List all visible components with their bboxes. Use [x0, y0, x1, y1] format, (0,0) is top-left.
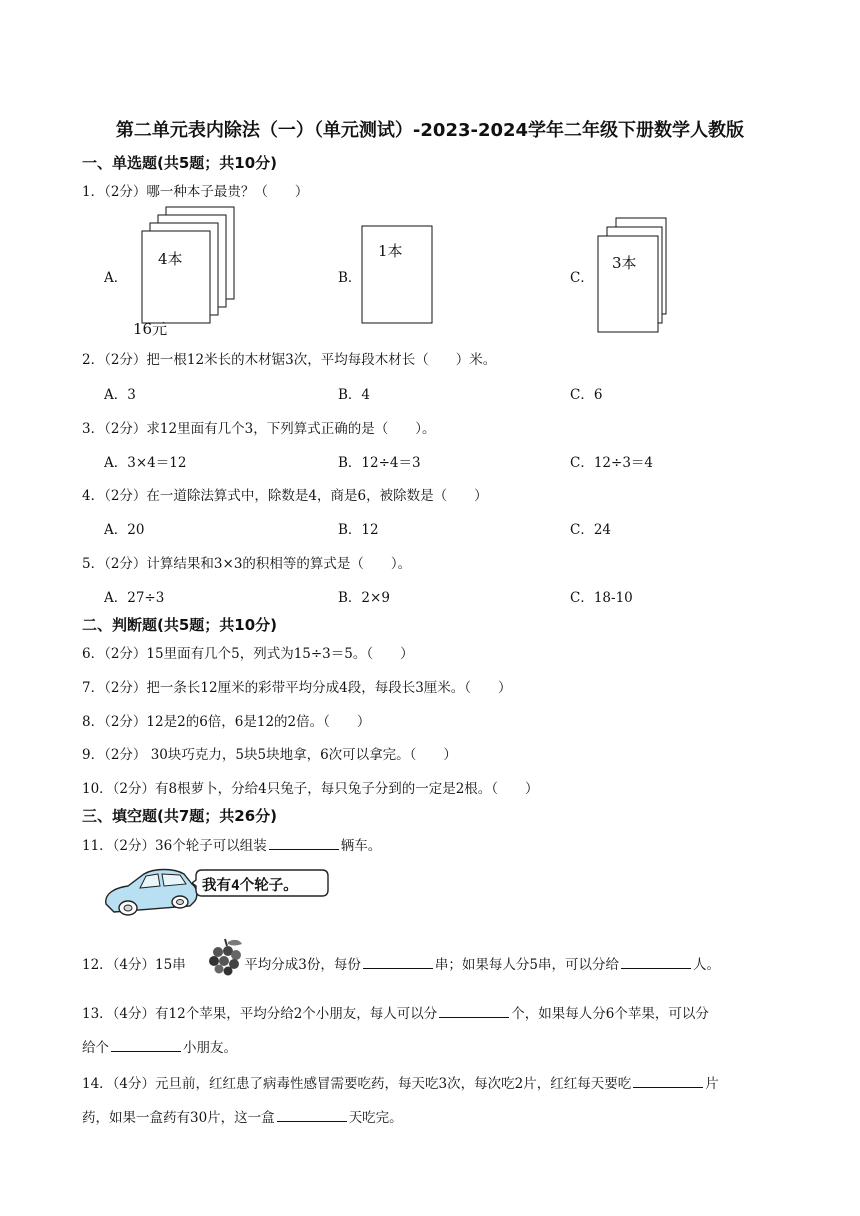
question-5: 5．（2分）计算结果和3×3的积相等的算式是（ ）。	[82, 556, 412, 572]
q4-option-c: C．24	[570, 522, 612, 538]
section-fill-blank: 三、填空题(共7题；共26分)	[82, 807, 278, 825]
question-2: 2．（2分）把一根12米长的木材锯3次，平均每段木材长（ ）米。	[82, 352, 497, 368]
q1-option-b-book-count: 1本	[378, 242, 403, 260]
q12-text-post: 人。	[692, 957, 720, 973]
q3-option-a: A．3×4＝12	[104, 455, 187, 471]
section-true-false: 二、判断题(共5题；共10分)	[82, 616, 278, 634]
q4-option-a: A．20	[104, 522, 145, 538]
q12-text-mid1: 平均分成3份，每份	[244, 957, 361, 973]
q12-text-pre: 12．（4分）15串	[82, 957, 186, 973]
q14-answer-blank-2[interactable]	[277, 1107, 347, 1122]
q5-option-a: A．27÷3	[104, 590, 165, 606]
section-single-choice: 一、单选题(共5题；共10分)	[82, 154, 278, 172]
q1-option-a-label: A．	[104, 270, 128, 286]
question-13-line-2	[82, 1036, 237, 1056]
question-1: 1．（2分）哪一种本子最贵？（ ）	[82, 184, 309, 200]
q2-option-b: B．4	[338, 387, 371, 403]
q14-text-line2-pre: 药，如果一盒药有30片，这一盒	[82, 1110, 275, 1126]
question-4: 4．（2分）在一道除法算式中，除数是4，商是6，被除数是（ ）	[82, 488, 488, 504]
speech-bubble-text: 我有4个轮子。	[202, 878, 298, 894]
q14-text-post: 天吃完。	[348, 1110, 403, 1126]
q1-option-c-label: C．	[570, 270, 594, 286]
question-14-line-2	[82, 1106, 403, 1126]
q12-answer-blank-1[interactable]	[363, 954, 433, 969]
question-11	[82, 834, 381, 854]
question-6: 6．（2分）15里面有几个5，列式为15÷3＝5。（ ）	[82, 646, 414, 662]
q11-answer-blank[interactable]	[269, 835, 339, 850]
q1-option-c-book-count: 3本	[612, 254, 637, 272]
q1-option-a-book-count: 4本	[158, 250, 183, 268]
q5-option-b: B．2×9	[338, 590, 390, 606]
q13-text-post: 小朋友。	[183, 1040, 237, 1056]
q11-text-post: 辆车。	[340, 838, 382, 854]
question-7: 7．（2分）把一条长12厘米的彩带平均分成4段，每段长3厘米。（ ）	[82, 680, 512, 696]
q2-option-a: A．3	[104, 387, 136, 403]
question-12	[82, 953, 720, 973]
q11-text-pre: 11．（2分）36个轮子可以组装	[82, 838, 267, 854]
grapes-icon	[204, 936, 246, 978]
question-8: 8．（2分）12是2的6倍，6是12的2倍。（ ）	[82, 714, 371, 730]
q1-option-b-label: B．	[338, 270, 362, 286]
q14-text-pre: 14．（4分）元旦前，红红患了病毒性感冒需要吃药，每天吃3次，每次吃2片，红红每天要吃	[82, 1076, 632, 1092]
q13-answer-blank-2[interactable]	[111, 1037, 181, 1052]
question-3: 3．（2分）求12里面有几个3，下列算式正确的是（ ）。	[82, 421, 436, 437]
q12-text-mid2: 串；如果每人分5串，可以分给	[434, 957, 619, 973]
q13-text-line2-pre: 给个	[82, 1040, 109, 1056]
q14-answer-blank-1[interactable]	[633, 1073, 703, 1088]
q1-option-a-price: 16元	[133, 320, 168, 338]
q2-option-c: C．6	[570, 387, 603, 403]
q3-option-c: C．12÷3＝4	[570, 455, 653, 471]
car-illustration	[100, 862, 200, 922]
q13-text-mid: 个，如果每人分6个苹果，可以分	[511, 1006, 709, 1022]
question-9: 9．（2分） 30块巧克力，5块5块地拿，6次可以拿完。（ ）	[82, 747, 457, 763]
q3-option-b: B．12÷4＝3	[338, 455, 421, 471]
q4-option-b: B．12	[338, 522, 379, 538]
q13-answer-blank-1[interactable]	[439, 1003, 509, 1018]
q1-option-c-books	[596, 216, 671, 334]
q14-text-post1: 片	[705, 1076, 719, 1092]
q13-text-pre: 13．（4分）有12个苹果，平均分给2个小朋友，每人可以分	[82, 1006, 438, 1022]
q5-option-c: C．18-10	[570, 590, 633, 606]
question-13-line-1	[82, 1002, 709, 1022]
question-10: 10．（2分）有8根萝卜，分给4只兔子，每只兔子分到的一定是2根。（ ）	[82, 781, 539, 797]
question-14-line-1	[82, 1072, 719, 1092]
q12-answer-blank-2[interactable]	[621, 954, 691, 969]
page-title: 第二单元表内除法（一）（单元测试）-2023-2024学年二年级下册数学人教版	[115, 120, 745, 141]
